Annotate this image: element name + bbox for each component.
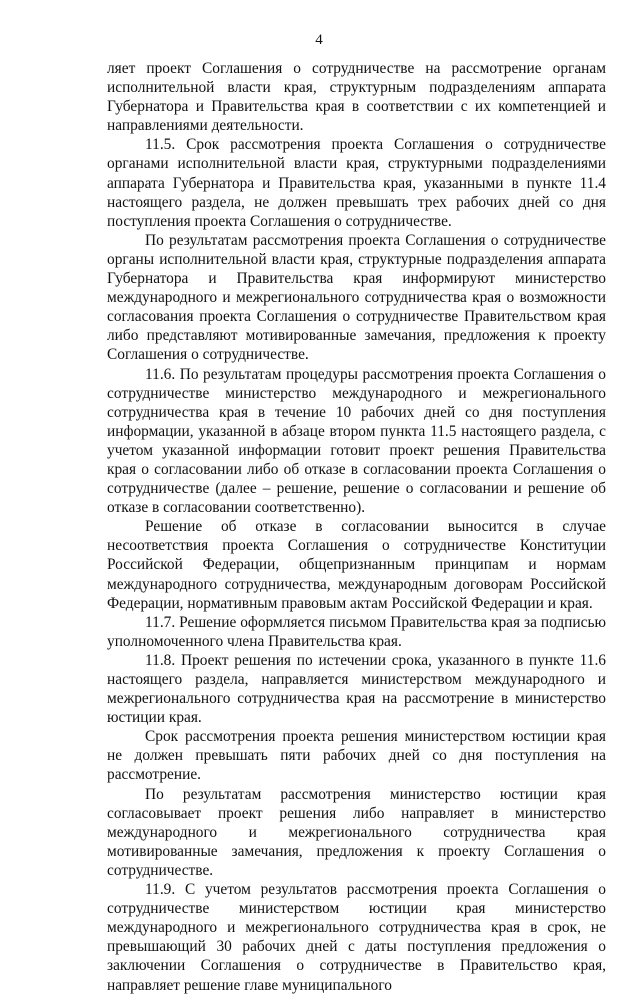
paragraph-continuation: ляет проект Соглашения о сотрудничестве на рассмотрение органам исполнительной власти края, структурным подразделениям аппарата Губернатора и Правительства края в соответствии с их компетенцией и направлениями деятельности. [107,60,606,135]
paragraph-11-9: 11.9. С учетом результатов рассмотрения проекта Соглашения о сотрудничестве министерством юстиции края министерство международного и межрегионального сотрудничества края в срок, не превышающий 30 рабочих дней с даты поступления предложения о заключении Соглашения о сотрудничестве в Правительство края, направляет решение главе муниципального [107,881,606,994]
paragraph-justice-review-term: Срок рассмотрения проекта решения министерством юстиции края не должен превышать пяти рабочих дней со дня поступления на рассмотрение. [107,728,606,784]
paragraph-11-8: 11.8. Проект решения по истечении срока, указанного в пункте 11.6 настоящего раздела, направляется министерством международного и межрегионального сотрудничества края на рассмотрение в министерство юстиции края. [107,651,606,727]
page-number: 4 [315,32,323,48]
paragraph-11-7: 11.7. Решение оформляется письмом Правительства края за подписью уполномоченного члена Правительства края. [107,613,606,650]
paragraph-justice-review-results: По результатам рассмотрения министерство юстиции края согласовывает проект решения либо направляет в министерство международного и межрегионального сотрудничества края мотивированные замечания, предложения к проекту Соглашения о сотрудничестве. [107,785,606,879]
paragraph-11-6: 11.6. По результатам процедуры рассмотрения проекта Соглашения о сотрудничестве министерство международного и межрегионального сотрудничества края в течение 10 рабочих дней со дня поступления информации, указанной в абзаце втором пункта 11.5 настоящего раздела, с учетом указанной информации готовит проект решения Правительства края о согласовании либо об отказе в согласовании проекта Соглашения о сотрудничестве (далее – решение, решение о согласовании и решение об отказе в согласовании соответственно). [107,365,606,517]
paragraph-11-5: 11.5. Срок рассмотрения проекта Соглашения о сотрудничестве органами исполнительной власти края, структурными подразделениями аппарата Губернатора и Правительства края, указанными в пункте 11.4 настоящего раздела, не должен превышать трех рабочих дней со дня поступления проекта Соглашения о сотрудничестве. [107,136,606,230]
paragraph-review-results: По результатам рассмотрения проекта Соглашения о сотрудничестве органы исполнительной власти края, структурные подразделения аппарата Губернатора и Правительства края информируют министерство международного и межрегионального сотрудничества края о возможности согласования проекта Соглашения о сотрудничестве Правительством края либо представляют мотивированные замечания, предложения к проекту Соглашения о сотрудничестве. [107,231,606,364]
paragraph-refusal-grounds: Решение об отказе в согласовании выносится в случае несоответствия проекта Соглашения о сотрудничестве Конституции Российской Федерации, общепризнанным принципам и нормам международного сотрудничества, международным договорам Российской Федерации, нормативным правовым актам Российской Федерации и края. [107,518,606,612]
document-body [107,59,606,995]
